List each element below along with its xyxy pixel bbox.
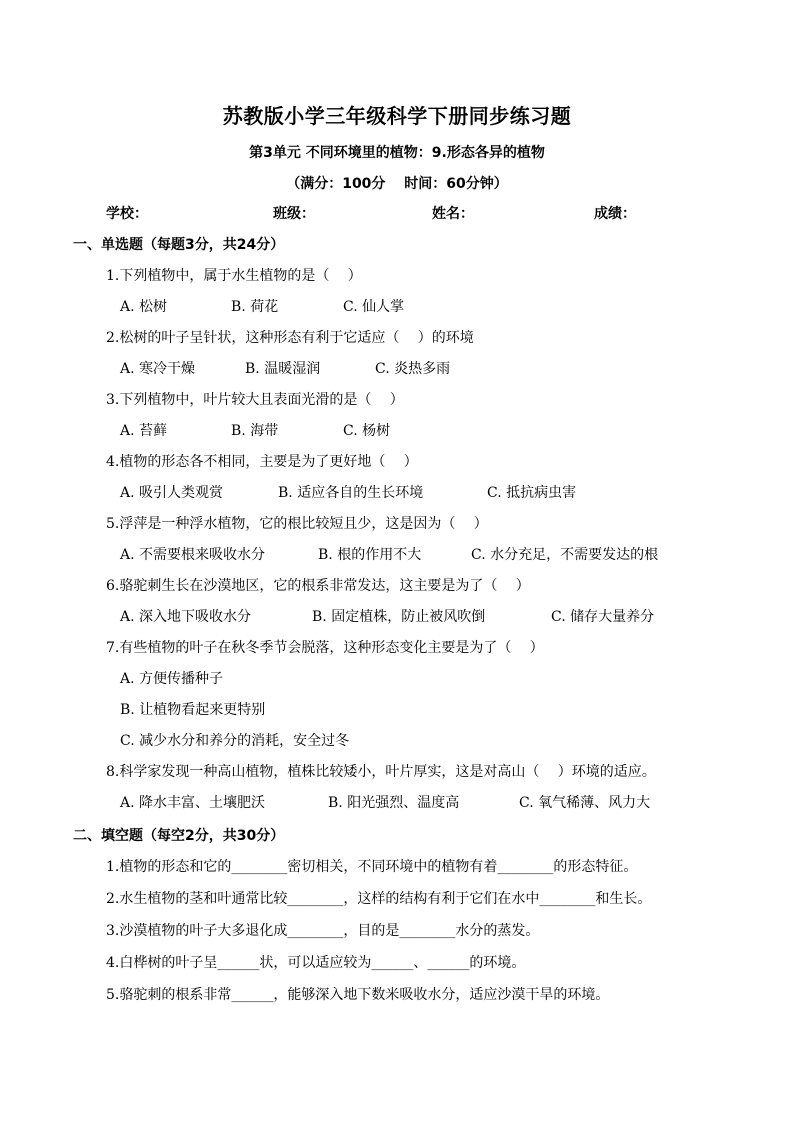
question-7-option-b: B. 让植物看起来更特别 bbox=[120, 702, 266, 718]
page-title: 苏教版小学三年级科学下册同步练习题 bbox=[222, 104, 572, 128]
option-c: C. 炎热多雨 bbox=[375, 361, 451, 377]
option-c: C. 抵抗病虫害 bbox=[487, 485, 577, 501]
option-b: B. 阳光强烈、温度高 bbox=[328, 795, 460, 811]
question-7-option-a: A. 方便传播种子 bbox=[120, 671, 224, 687]
option-c: C. 杨树 bbox=[343, 423, 391, 439]
name-label: 姓名： bbox=[432, 206, 474, 222]
option-b: B. 海带 bbox=[231, 423, 279, 439]
class-label: 班级： bbox=[273, 206, 315, 222]
option-b: B. 适应各自的生长环境 bbox=[278, 485, 424, 501]
question-8: 8.科学家发现一种高山植物，植株比较矮小，叶片厚实，这是对高山（ ）环境的适应。 bbox=[106, 764, 656, 780]
school-label: 学校： bbox=[106, 206, 148, 222]
question-7: 7.有些植物的叶子在秋冬季节会脱落，这种形态变化主要是为了（ ） bbox=[106, 640, 544, 656]
option-c: C. 储存大量养分 bbox=[551, 609, 655, 625]
fill-item-5: 5.骆驼刺的根系非常______，能够深入地下数米吸收水分，适应沙漠干旱的环境。 bbox=[106, 987, 610, 1003]
section-heading-fill-blank: 二、填空题（每空2分，共30分） bbox=[73, 828, 285, 844]
score-label: 成绩： bbox=[594, 206, 636, 222]
option-b: B. 固定植株，防止被风吹倒 bbox=[312, 609, 486, 625]
fill-item-2: 2.水生植物的茎和叶通常比较________，这样的结构有利于它们在水中________和生长。 bbox=[106, 891, 652, 907]
score-time-info: （满分：100分 时间：60分钟） bbox=[286, 176, 508, 192]
option-c: C. 仙人掌 bbox=[343, 299, 405, 315]
option-b: B. 温暖湿润 bbox=[245, 361, 321, 377]
section-heading-single-choice: 一、单选题（每题3分，共24分） bbox=[73, 237, 285, 253]
option-a: A. 松树 bbox=[120, 299, 168, 315]
option-b: B. 荷花 bbox=[231, 299, 279, 315]
option-a: A. 苔藓 bbox=[120, 423, 168, 439]
question-2: 2.松树的叶子呈针状，这种形态有利于它适应（ ）的环境 bbox=[106, 330, 474, 346]
option-c: C. 水分充足，不需要发达的根 bbox=[471, 547, 659, 563]
option-a: A. 寒冷干燥 bbox=[120, 361, 196, 377]
question-7-option-c: C. 减少水分和养分的消耗，安全过冬 bbox=[120, 733, 350, 749]
fill-item-3: 3.沙漠植物的叶子大多退化成________，目的是________水分的蒸发。 bbox=[106, 923, 540, 939]
question-5: 5.浮萍是一种浮水植物，它的根比较短且少，这是因为（ ） bbox=[106, 516, 488, 532]
question-6: 6.骆驼刺生长在沙漠地区，它的根系非常发达，这主要是为了（ ） bbox=[106, 578, 530, 594]
option-a: A. 不需要根来吸收水分 bbox=[120, 547, 266, 563]
unit-subtitle: 第3单元 不同环境里的植物：9.形态各异的植物 bbox=[249, 145, 545, 161]
option-a: A. 吸引人类观赏 bbox=[120, 485, 224, 501]
option-a: A. 深入地下吸收水分 bbox=[120, 609, 252, 625]
fill-item-4: 4.白桦树的叶子呈______状，可以适应较为______、______的环境。 bbox=[106, 955, 526, 971]
question-3: 3.下列植物中，叶片较大且表面光滑的是（ ） bbox=[106, 392, 404, 408]
question-1: 1.下列植物中，属于水生植物的是（ ） bbox=[106, 268, 362, 284]
option-a: A. 降水丰富、土壤肥沃 bbox=[120, 795, 266, 811]
option-c: C. 氧气稀薄、风力大 bbox=[519, 795, 651, 811]
question-4: 4.植物的形态各不相同，主要是为了更好地（ ） bbox=[106, 454, 418, 470]
option-b: B. 根的作用不大 bbox=[318, 547, 422, 563]
fill-item-1: 1.植物的形态和它的________密切相关，不同环境中的植物有着________的形态特征。 bbox=[106, 859, 638, 875]
